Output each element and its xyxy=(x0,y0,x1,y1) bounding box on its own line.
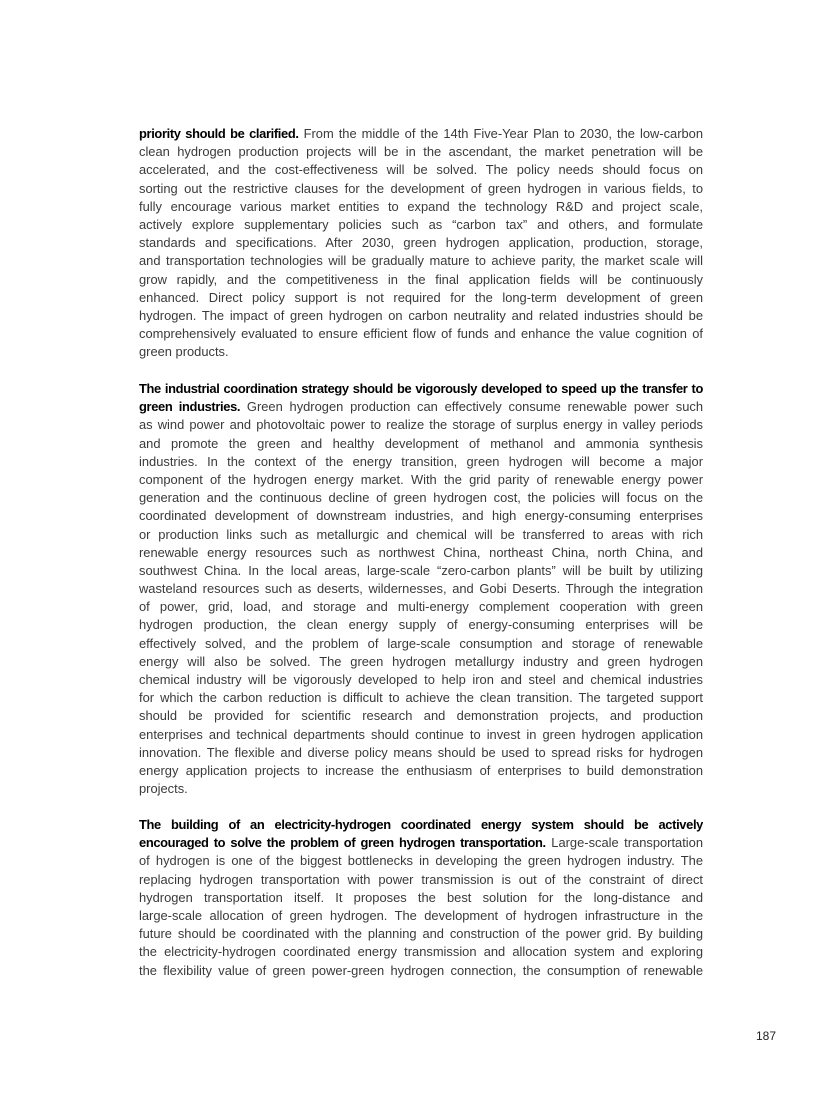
text-line xyxy=(139,143,703,161)
text-line xyxy=(139,580,703,598)
body-text: the flexibility value of green power-green hydrogen connection, the consumption of renewable xyxy=(139,962,703,978)
text-line xyxy=(139,271,703,289)
text-line xyxy=(139,707,703,725)
body-text: hydrogen production, the clean energy supply of energy-consuming enterprises will be xyxy=(139,617,703,633)
body-text: should be provided for scientific research and demonstration projects, and production xyxy=(139,708,703,724)
text-line xyxy=(139,125,703,143)
bold-lead-text: The building of an electricity-hydrogen coordinated energy system should be actively xyxy=(139,817,703,832)
body-text: green products. xyxy=(139,344,229,360)
body-text: enhanced. Direct policy support is not required for the long-term development of green xyxy=(139,289,703,305)
body-text: fully encourage various market entities to expand the technology R&D and project scale, xyxy=(139,198,703,214)
text-line xyxy=(139,889,703,907)
text-line xyxy=(139,562,703,580)
text-line xyxy=(139,343,703,361)
text-line xyxy=(139,834,703,852)
body-text: Large-scale transportation xyxy=(545,835,703,851)
text-line xyxy=(139,216,703,234)
body-text: sorting out the restrictive clauses for the development of green hydrogen in various fields, to xyxy=(139,180,703,196)
body-text: generation and the continuous decline of green hydrogen cost, the policies will focus on the xyxy=(139,490,703,506)
text-line xyxy=(139,198,703,216)
text-line xyxy=(139,307,703,325)
body-text: grow rapidly, and the competitiveness in the final application fields will be continuously xyxy=(139,271,703,287)
body-text: actively explore supplementary policies such as “carbon tax” and others, and formulate xyxy=(139,216,703,232)
bold-lead-text: The industrial coordination strategy should be vigorously developed to speed up the transfer to xyxy=(139,381,703,396)
body-text: comprehensively evaluated to ensure efficient flow of funds and enhance the value cognition of xyxy=(139,326,703,342)
text-line xyxy=(139,943,703,961)
body-text: chemical industry will be vigorously developed to help iron and steel and chemical industries xyxy=(139,672,703,687)
body-text: industries. In the context of the energy transition, green hydrogen will become a major xyxy=(139,453,703,469)
paragraph-industrial-coordination xyxy=(139,380,703,798)
body-text: and promote the green and healthy development of methanol and ammonia synthesis xyxy=(139,435,703,451)
text-line xyxy=(139,962,703,980)
text-line xyxy=(139,762,703,780)
body-text: Green hydrogen production can effectively consume renewable power such xyxy=(240,399,703,415)
text-line xyxy=(139,416,703,434)
text-line xyxy=(139,507,703,525)
text-line xyxy=(139,816,703,834)
page-number: 187 xyxy=(756,1029,777,1043)
text-line xyxy=(139,689,703,707)
body-text: of hydrogen is one of the biggest bottlenecks in developing the green hydrogen industry. The xyxy=(139,853,703,869)
text-line xyxy=(139,453,703,471)
text-line xyxy=(139,380,703,398)
body-text: From the middle of the 14th Five-Year Plan to 2030, the low-carbon xyxy=(298,126,703,141)
body-text: hydrogen transportation itself. It proposes the best solution for the long-distance and xyxy=(139,889,703,905)
body-text: of power, grid, load, and storage and multi-energy complement cooperation with green xyxy=(139,599,703,615)
body-text: projects. xyxy=(139,781,188,797)
body-text: hydrogen. The impact of green hydrogen on carbon neutrality and related industries should be xyxy=(139,307,703,323)
body-text: energy application projects to increase the enthusiasm of enterprises to build demonstration xyxy=(139,762,703,778)
bold-lead-text: encouraged to solve the problem of green hydrogen transportation. xyxy=(139,835,546,851)
text-line xyxy=(139,598,703,616)
text-line xyxy=(139,653,703,671)
body-text: enterprises and technical departments should continue to invest in green hydrogen application xyxy=(139,726,703,742)
text-line xyxy=(139,234,703,252)
text-line xyxy=(139,435,703,453)
text-line xyxy=(139,871,703,889)
body-text: standards and specifications. After 2030, green hydrogen application, production, storage, xyxy=(139,235,703,251)
text-line xyxy=(139,852,703,870)
body-text: southwest China. In the local areas, large-scale “zero-carbon plants” will be built by utilizing xyxy=(139,562,703,578)
body-text: innovation. The flexible and diverse policy means should be used to spread risks for hydrogen xyxy=(139,744,703,760)
body-text: or production links such as metallurgic and chemical will be transferred to areas with rich xyxy=(139,526,703,542)
body-text: as wind power and photovoltaic power to realize the storage of surplus energy in valley periods xyxy=(139,417,703,433)
text-line xyxy=(139,325,703,343)
body-text: energy will also be solved. The green hydrogen metallurgy industry and green hydrogen xyxy=(139,653,703,669)
body-text: wasteland resources such as deserts, wildernesses, and Gobi Deserts. Through the integration xyxy=(139,581,703,597)
paragraph-electricity-hydrogen-system xyxy=(139,816,703,980)
body-text: replacing hydrogen transportation with power transmission is out of the constraint of direct xyxy=(139,871,703,887)
text-line xyxy=(139,544,703,562)
text-line xyxy=(139,471,703,489)
body-text: effectively solved, and the problem of large-scale consumption and storage of renewable xyxy=(139,635,703,651)
text-line xyxy=(139,780,703,798)
text-line xyxy=(139,635,703,653)
bold-lead-text: priority should be clarified. xyxy=(139,126,299,141)
body-text: and transportation technologies will be gradually mature to achieve parity, the market scale will xyxy=(139,253,703,269)
text-line xyxy=(139,616,703,634)
text-line xyxy=(139,907,703,925)
bold-lead-text: green industries. xyxy=(139,399,241,415)
body-text: component of the hydrogen energy market. With the grid parity of renewable energy power xyxy=(139,471,703,487)
paragraph-policy-priority xyxy=(139,125,703,361)
text-line xyxy=(139,289,703,307)
body-text: renewable energy resources such as northwest China, northeast China, north China, and xyxy=(139,544,703,560)
body-text: clean hydrogen production projects will be in the ascendant, the market penetration will be xyxy=(139,144,703,160)
text-line xyxy=(139,180,703,198)
body-text: future should be coordinated with the planning and construction of the power grid. By building xyxy=(139,926,703,942)
body-text: coordinated development of downstream industries, and high energy-consuming enterprises xyxy=(139,508,703,524)
text-line xyxy=(139,161,703,179)
body-text: the electricity-hydrogen coordinated energy transmission and allocation system and exploring xyxy=(139,944,703,960)
text-line xyxy=(139,252,703,270)
text-line xyxy=(139,489,703,507)
text-line xyxy=(139,671,703,689)
text-line xyxy=(139,726,703,744)
text-line xyxy=(139,526,703,544)
body-text: accelerated, and the cost-effectiveness will be solved. The policy needs should focus on xyxy=(139,162,703,178)
text-line xyxy=(139,398,703,416)
body-text: large-scale allocation of green hydrogen. The development of hydrogen infrastructure in the xyxy=(139,907,703,923)
body-text: for which the carbon reduction is difficult to achieve the clean transition. The targeted support xyxy=(139,690,703,706)
text-line xyxy=(139,744,703,762)
text-line xyxy=(139,925,703,943)
